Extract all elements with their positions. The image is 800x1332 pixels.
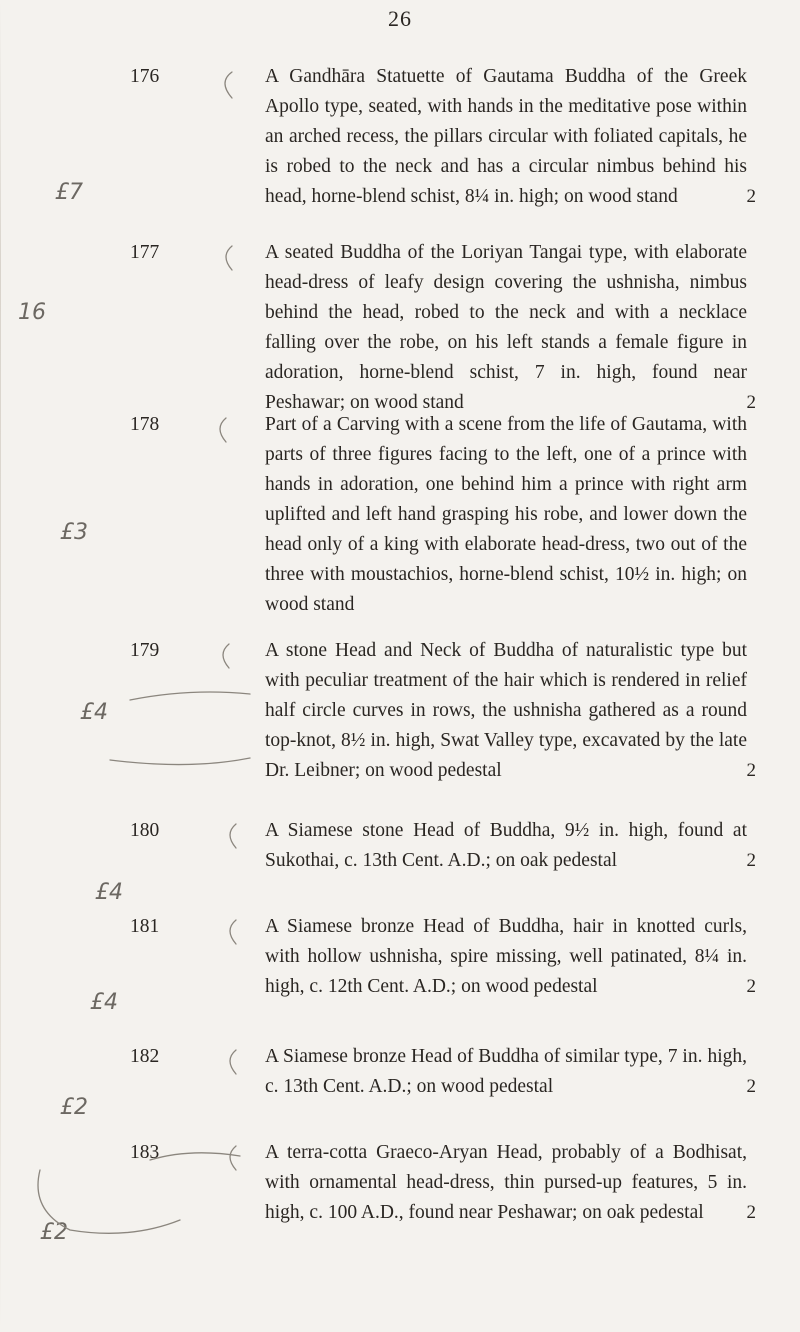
lot-entry-182 [130, 1042, 756, 1102]
lot-description: A Gandhāra Statuette of Gautama Buddha of the Greek Apollo type, seated, with hands in the meditative pose within an arched recess, the pillars circular with foliated capitals, he is robed to the neck and has a circular nimbus behind his head, horne-blend schist, 8¼ in. high; on wood stand [265, 66, 747, 207]
lot-quantity: 2 [746, 1076, 756, 1097]
lot-quantity: 2 [746, 186, 756, 207]
lot-number: 177 [130, 242, 160, 263]
lot-quantity: 2 [746, 760, 756, 781]
lot-number: 176 [130, 66, 160, 87]
lot-entry-180 [130, 816, 756, 876]
pencil-annotation: £7 [55, 180, 83, 205]
lot-number: 183 [130, 1142, 160, 1163]
lot-number: 181 [130, 916, 160, 937]
lot-description: A stone Head and Neck of Buddha of naturalistic type but with peculiar treatment of the hair which is rendered in relief half circle curves in rows, the ushnisha gathered as a round top-knot, 8½ in. high, Swat Valley type, excavated by the late Dr. Leibner; on wood pedestal [265, 640, 747, 781]
page-number: 26 [388, 6, 412, 31]
scribble-line [130, 692, 250, 700]
pencil-annotation: £4 [90, 990, 118, 1015]
page-edge [0, 0, 1, 1332]
lot-entry-179 [130, 636, 756, 786]
lot-entry-177 [130, 238, 756, 418]
lot-number: 178 [130, 414, 160, 435]
lot-description: A Siamese bronze Head of Buddha of similar type, 7 in. high, c. 13th Cent. A.D.; on wood pedestal [265, 1046, 747, 1097]
lot-entry-178 [130, 410, 747, 620]
pencil-annotation: £4 [80, 700, 108, 725]
pencil-annotation: £4 [95, 880, 123, 905]
lot-quantity: 2 [746, 850, 756, 871]
lot-quantity: 2 [746, 392, 756, 413]
lot-description: A terra-cotta Graeco-Aryan Head, probably of a Bodhisat, with ornamental head-dress, thin pursed-up features, 5 in. high, c. 100 A.D., found near Peshawar; on oak pedestal [265, 1142, 747, 1223]
lot-description: Part of a Carving with a scene from the life of Gautama, with parts of three figures facing to the left, one of a prince with hands in adoration, one behind him a prince with right arm uplifted and left hand grasping his robe, and lower down the head only of a king with elaborate head-dress, two out of the three with moustachios, horne-blend schist, 10½ in. high; on wood stand [265, 414, 747, 615]
lot-number: 179 [130, 640, 160, 661]
lot-description: A Siamese stone Head of Buddha, 9½ in. high, found at Sukothai, c. 13th Cent. A.D.; on oak pedestal [265, 820, 747, 871]
lot-quantity: 2 [746, 1202, 756, 1223]
lot-entry-183 [130, 1138, 756, 1228]
pencil-annotation: £3 [60, 520, 88, 545]
lot-entry-176 [130, 62, 756, 212]
lot-number: 180 [130, 820, 160, 841]
lot-entry-181 [130, 912, 756, 1002]
scribble-line [110, 758, 250, 765]
lot-description: A seated Buddha of the Loriyan Tangai type, with elaborate head-dress of leafy design covering the ushnisha, nimbus behind the head, robed to the neck and with a necklace falling over the robe, on his left stands a female figure in adoration, horne-blend schist, 7 in. high, found near Peshawar; on wood stand [265, 242, 747, 413]
lot-quantity: 2 [746, 976, 756, 997]
lot-description: A Siamese bronze Head of Buddha, hair in knotted curls, with hollow ushnisha, spire missing, well patinated, 8¼ in. high, c. 12th Cent. A.D.; on wood pedestal [265, 916, 747, 997]
pencil-annotation: £2 [60, 1095, 88, 1120]
lot-number: 182 [130, 1046, 160, 1067]
pencil-annotation: 16 [18, 300, 46, 325]
pencil-annotation: £2 [40, 1220, 68, 1245]
